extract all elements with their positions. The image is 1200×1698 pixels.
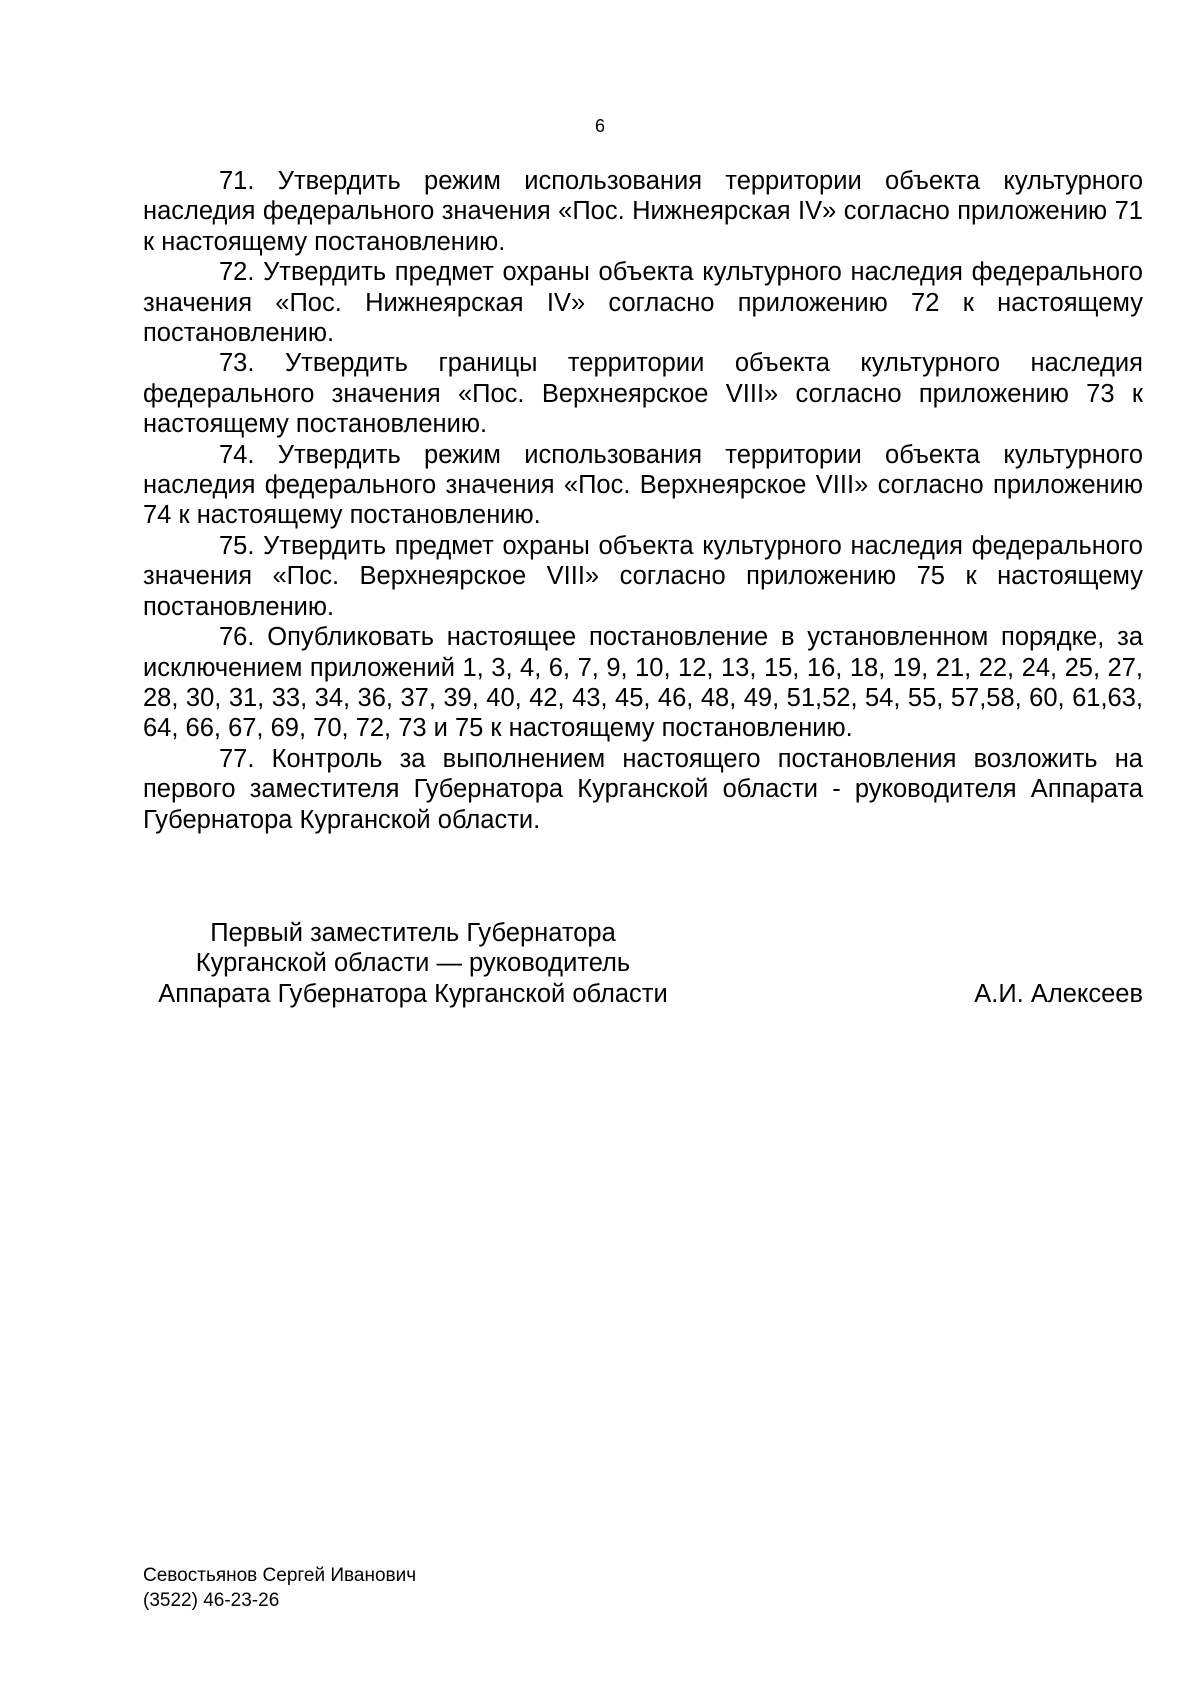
signatory-name: А.И. Алексеев	[974, 979, 1143, 1008]
paragraph-74: 74. Утвердить режим использования территории объекта культурного наследия федерального значения «Пос. Верхнеярское VIII» согласно приложению 74 к настоящему постановлению.	[143, 440, 1143, 530]
signatory-position-line-2: Курганской области — руководитель	[195, 949, 631, 978]
signatory-position	[143, 918, 683, 1009]
page-number: 6	[594, 116, 605, 136]
executor-phone: (3522) 46-23-26	[143, 1590, 280, 1611]
signatory-position-line-3: Аппарата Губернатора Курганской области	[158, 979, 668, 1008]
paragraph-76: 76. Опубликовать настоящее постановление в установленном порядке, за исключением приложений 1, 3, 4, 6, 7, 9, 10, 12, 13, 15, 16, 18, 19, 21, 22, 24, 25, 27, 28, 30, 31, 33, 34, 36, 37, 39, 40, 42, 43, 45, 46, 48, 49, 51,52, 54, 55, 57,58, 60, 61,63, 64, 66, 67, 69, 70, 72, 73 и 75 к настоящему постановлению.	[143, 623, 1143, 743]
paragraph-73: 73. Утвердить границы территории объекта культурного наследия федерального значения «Пос. Верхнеярское VIII» согласно приложению 73 к настоящему постановлению.	[143, 349, 1143, 439]
paragraph-77: 77. Контроль за выполнением настоящего постановления возложить на первого заместителя Губернатора Курганской области - руководителя Аппарата Губернатора Курганской области.	[143, 744, 1143, 834]
paragraph-71: 71. Утвердить режим использования территории объекта культурного наследия федерального значения «Пос. Нижнеярская IV» согласно приложению 71 к настоящему постановлению.	[143, 167, 1143, 256]
executor-name: Севостьянов Сергей Иванович	[143, 1565, 417, 1586]
signature-block	[143, 918, 1143, 1009]
paragraph-72: 72. Утвердить предмет охраны объекта культурного наследия федерального значения «Пос. Нижнеярская IV» согласно приложению 72 к настоящему постановлению.	[143, 258, 1143, 348]
executor-info	[143, 1563, 416, 1613]
paragraph-75: 75. Утвердить предмет охраны объекта культурного наследия федерального значения «Пос. Верхнеярское VIII» согласно приложению 75 к настоящему постановлению.	[143, 531, 1143, 621]
resolution-body	[143, 166, 1143, 835]
signatory-position-line-1: Первый заместитель Губернатора	[210, 919, 616, 947]
